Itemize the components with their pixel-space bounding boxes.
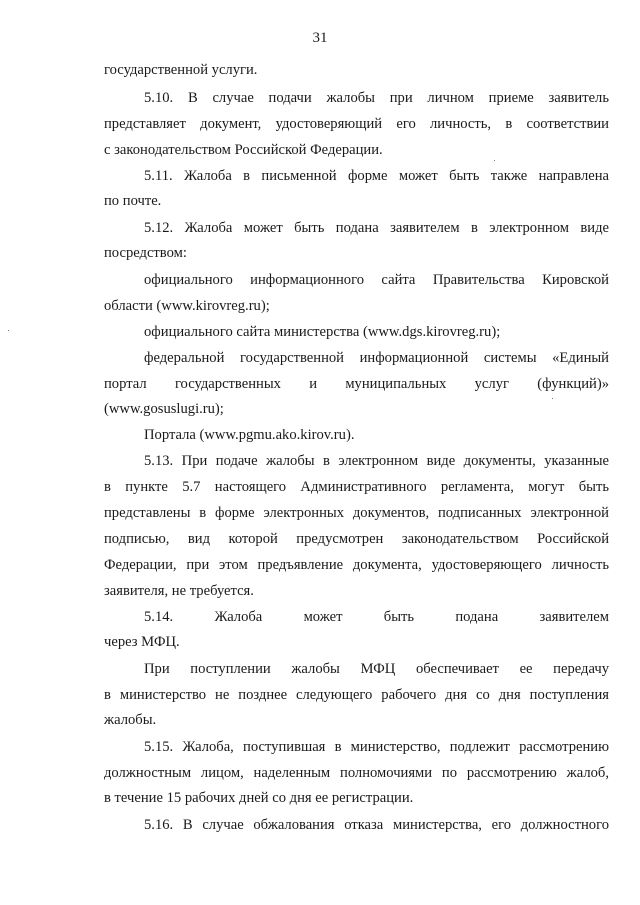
page-number: 31 (312, 30, 328, 46)
text-line: 5.16. В случае обжалования отказа министерства, его должностного (144, 817, 609, 833)
text-line: по почте. (104, 193, 162, 209)
text-line: официального информационного сайта Правительства Кировской (144, 272, 609, 288)
text-line: в течение 15 рабочих дней со дня ее регистрации. (104, 790, 414, 806)
text-line: области (www.kirovreg.ru); (104, 298, 270, 314)
text-line: представлены в форме электронных документов, подписанных электронной (104, 505, 609, 521)
text-line: в министерство не позднее следующего рабочего дня со дня поступления (104, 687, 609, 703)
scan-speck (8, 330, 9, 331)
text-line: 5.11. Жалоба в письменной форме может быть также направлена (144, 168, 609, 184)
text-line: 5.13. При подаче жалобы в электронном виде документы, указанные (144, 453, 609, 469)
text-line: в пункте 5.7 настоящего Административного регламента, могут быть (104, 479, 609, 495)
text-line: Федерации, при этом предъявление документа, удостоверяющего личность (104, 557, 609, 573)
text-line: федеральной государственной информационной системы «Единый (144, 350, 609, 366)
scan-speck (552, 398, 553, 399)
text-line: должностным лицом, наделенным полномочиями по рассмотрению жалоб, (104, 765, 609, 781)
text-line: портал государственных и муниципальных услуг (функций)» (104, 376, 609, 392)
text-line: с законодательством Российской Федерации. (104, 142, 383, 158)
text-line: 5.15. Жалоба, поступившая в министерство, подлежит рассмотрению (144, 739, 609, 755)
text-line: подписью, вид которой предусмотрен законодательством Российской (104, 531, 609, 547)
text-line: заявителя, не требуется. (104, 583, 254, 599)
scan-speck (494, 160, 495, 161)
text-line: При поступлении жалобы МФЦ обеспечивает ее передачу (144, 661, 609, 677)
text-line: 5.14. Жалоба может быть подана заявителем (144, 609, 609, 625)
text-line: государственной услуги. (104, 62, 258, 78)
text-line: (www.gosuslugi.ru); (104, 401, 224, 417)
text-line: Портала (www.pgmu.ako.kirov.ru). (144, 427, 355, 443)
text-line: 5.10. В случае подачи жалобы при личном приеме заявитель (144, 90, 609, 106)
text-line: жалобы. (104, 712, 157, 728)
text-line: посредством: (104, 245, 187, 261)
text-line: через МФЦ. (104, 634, 180, 650)
text-line: представляет документ, удостоверяющий его личность, в соответствии (104, 116, 609, 132)
text-line: официального сайта министерства (www.dgs.kirovreg.ru); (144, 324, 501, 340)
text-line: 5.12. Жалоба может быть подана заявителем в электронном виде (144, 220, 609, 236)
